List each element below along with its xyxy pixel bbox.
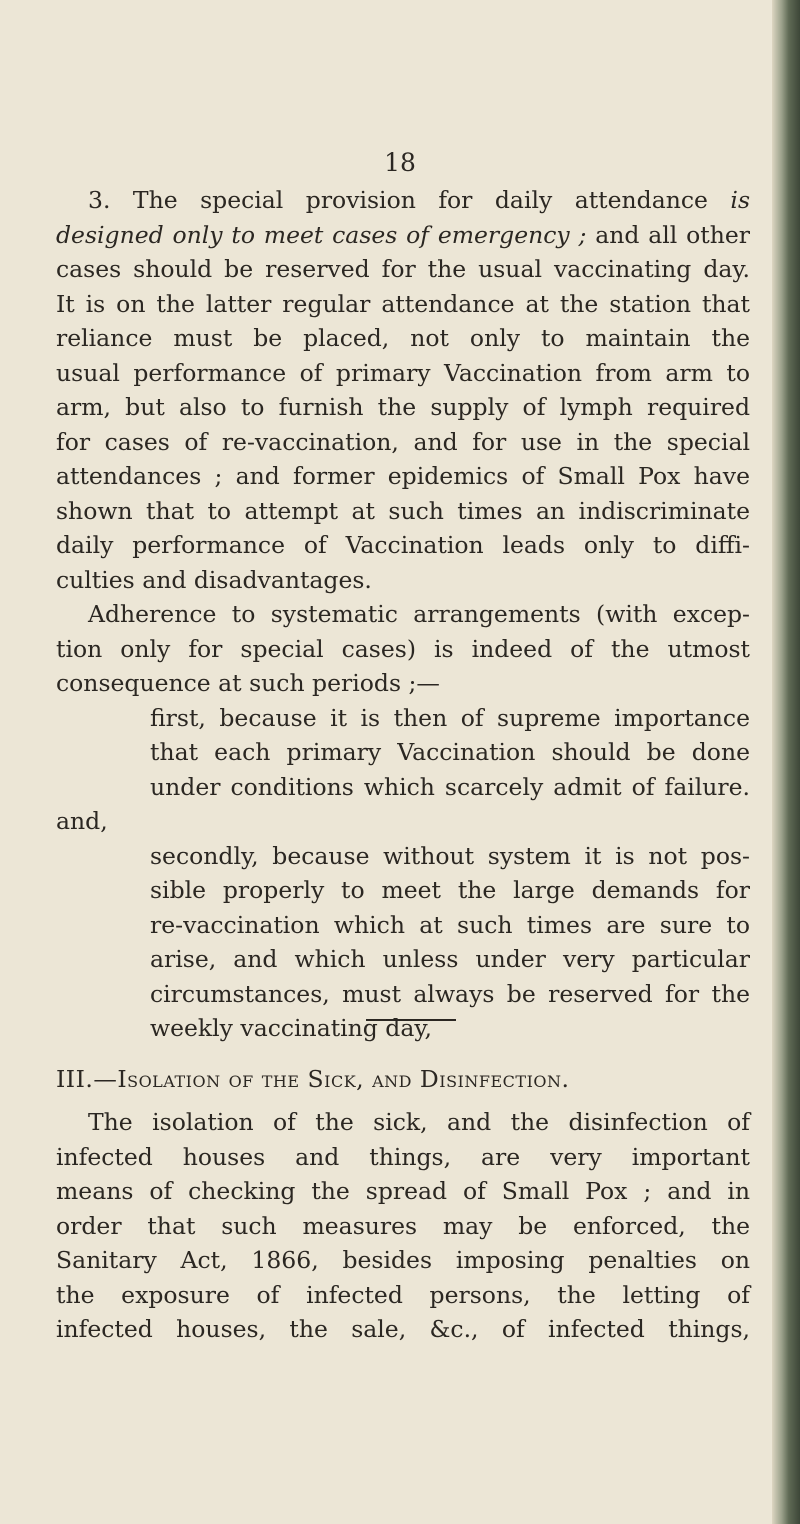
para3-line-4: order that such measures may be enforced, the bbox=[56, 1211, 750, 1240]
section-divider-rule bbox=[366, 1019, 456, 1021]
second-reason-line-5: circumstances, must always be reserved for the bbox=[150, 979, 750, 1008]
para3-line-5: Sanitary Act, 1866, besides imposing penalties on bbox=[56, 1246, 750, 1274]
para2-line-3: consequence at such periods ;— bbox=[56, 669, 440, 697]
para1-line-6: usual performance of primary Vaccination from arm to bbox=[56, 358, 750, 387]
first-reason-line-1: first, because it is then of supreme importance bbox=[150, 703, 750, 732]
second-reason-line-1: secondly, because without system it is not pos- bbox=[150, 841, 750, 870]
para1-line-3: cases should be reserved for the usual vaccinating day. bbox=[56, 255, 750, 283]
para1-line-2: designed only to meet cases of emergency ; and all other bbox=[56, 220, 750, 249]
para1-line-10: shown that to attempt at such times an indiscriminate bbox=[56, 496, 750, 525]
and-connector: and, bbox=[56, 807, 108, 835]
book-spine-edge bbox=[772, 0, 800, 1524]
para3-line-1: The isolation of the sick, and the disinfection of bbox=[88, 1108, 750, 1136]
second-reason-line-3: re-vaccination which at such times are sure to bbox=[150, 910, 750, 939]
para2-line-2: tion only for special cases) is indeed of the utmost bbox=[56, 634, 750, 663]
para1-line-9: attendances ; and former epidemics of Small Pox have bbox=[56, 462, 750, 490]
para3-line-3: means of checking the spread of Small Pox ; and in bbox=[56, 1177, 750, 1205]
para1-line-1: 3. The special provision for daily attendance is bbox=[88, 186, 750, 214]
section-two-text bbox=[56, 1105, 750, 1347]
para1-line-12: culties and disadvantages. bbox=[56, 565, 372, 594]
para3-line-6: the exposure of infected persons, the letting of bbox=[56, 1280, 750, 1309]
second-reason-line-2: sible properly to meet the large demands for bbox=[150, 876, 750, 904]
para3-line-7: infected houses, the sale, &c., of infected things, bbox=[56, 1315, 750, 1343]
para1-line-11: daily performance of Vaccination leads only to diffi- bbox=[56, 531, 750, 559]
second-reason-line-6: weekly vaccinating day, bbox=[150, 1014, 432, 1042]
first-reason-line-3: under conditions which scarcely admit of failure. bbox=[150, 772, 750, 801]
para1-line-4: It is on the latter regular attendance at the station that bbox=[56, 289, 750, 318]
first-reason-line-2: that each primary Vaccination should be done bbox=[150, 738, 750, 766]
section-heading: III.—Isolation of the Sick, and Disinfection. bbox=[56, 1065, 570, 1093]
page-number: 18 bbox=[384, 148, 416, 177]
para1-line-5: reliance must be placed, not only to maintain the bbox=[56, 324, 750, 352]
para1-line-7: arm, but also to furnish the supply of lymph required bbox=[56, 393, 750, 421]
para3-line-2: infected houses and things, are very important bbox=[56, 1142, 750, 1171]
para2-line-1: Adherence to systematic arrangements (with excep- bbox=[88, 600, 750, 628]
para1-line-8: for cases of re-vaccination, and for use in the special bbox=[56, 427, 750, 456]
section-one-text bbox=[56, 183, 750, 1046]
second-reason-line-4: arise, and which unless under very particular bbox=[150, 945, 750, 973]
